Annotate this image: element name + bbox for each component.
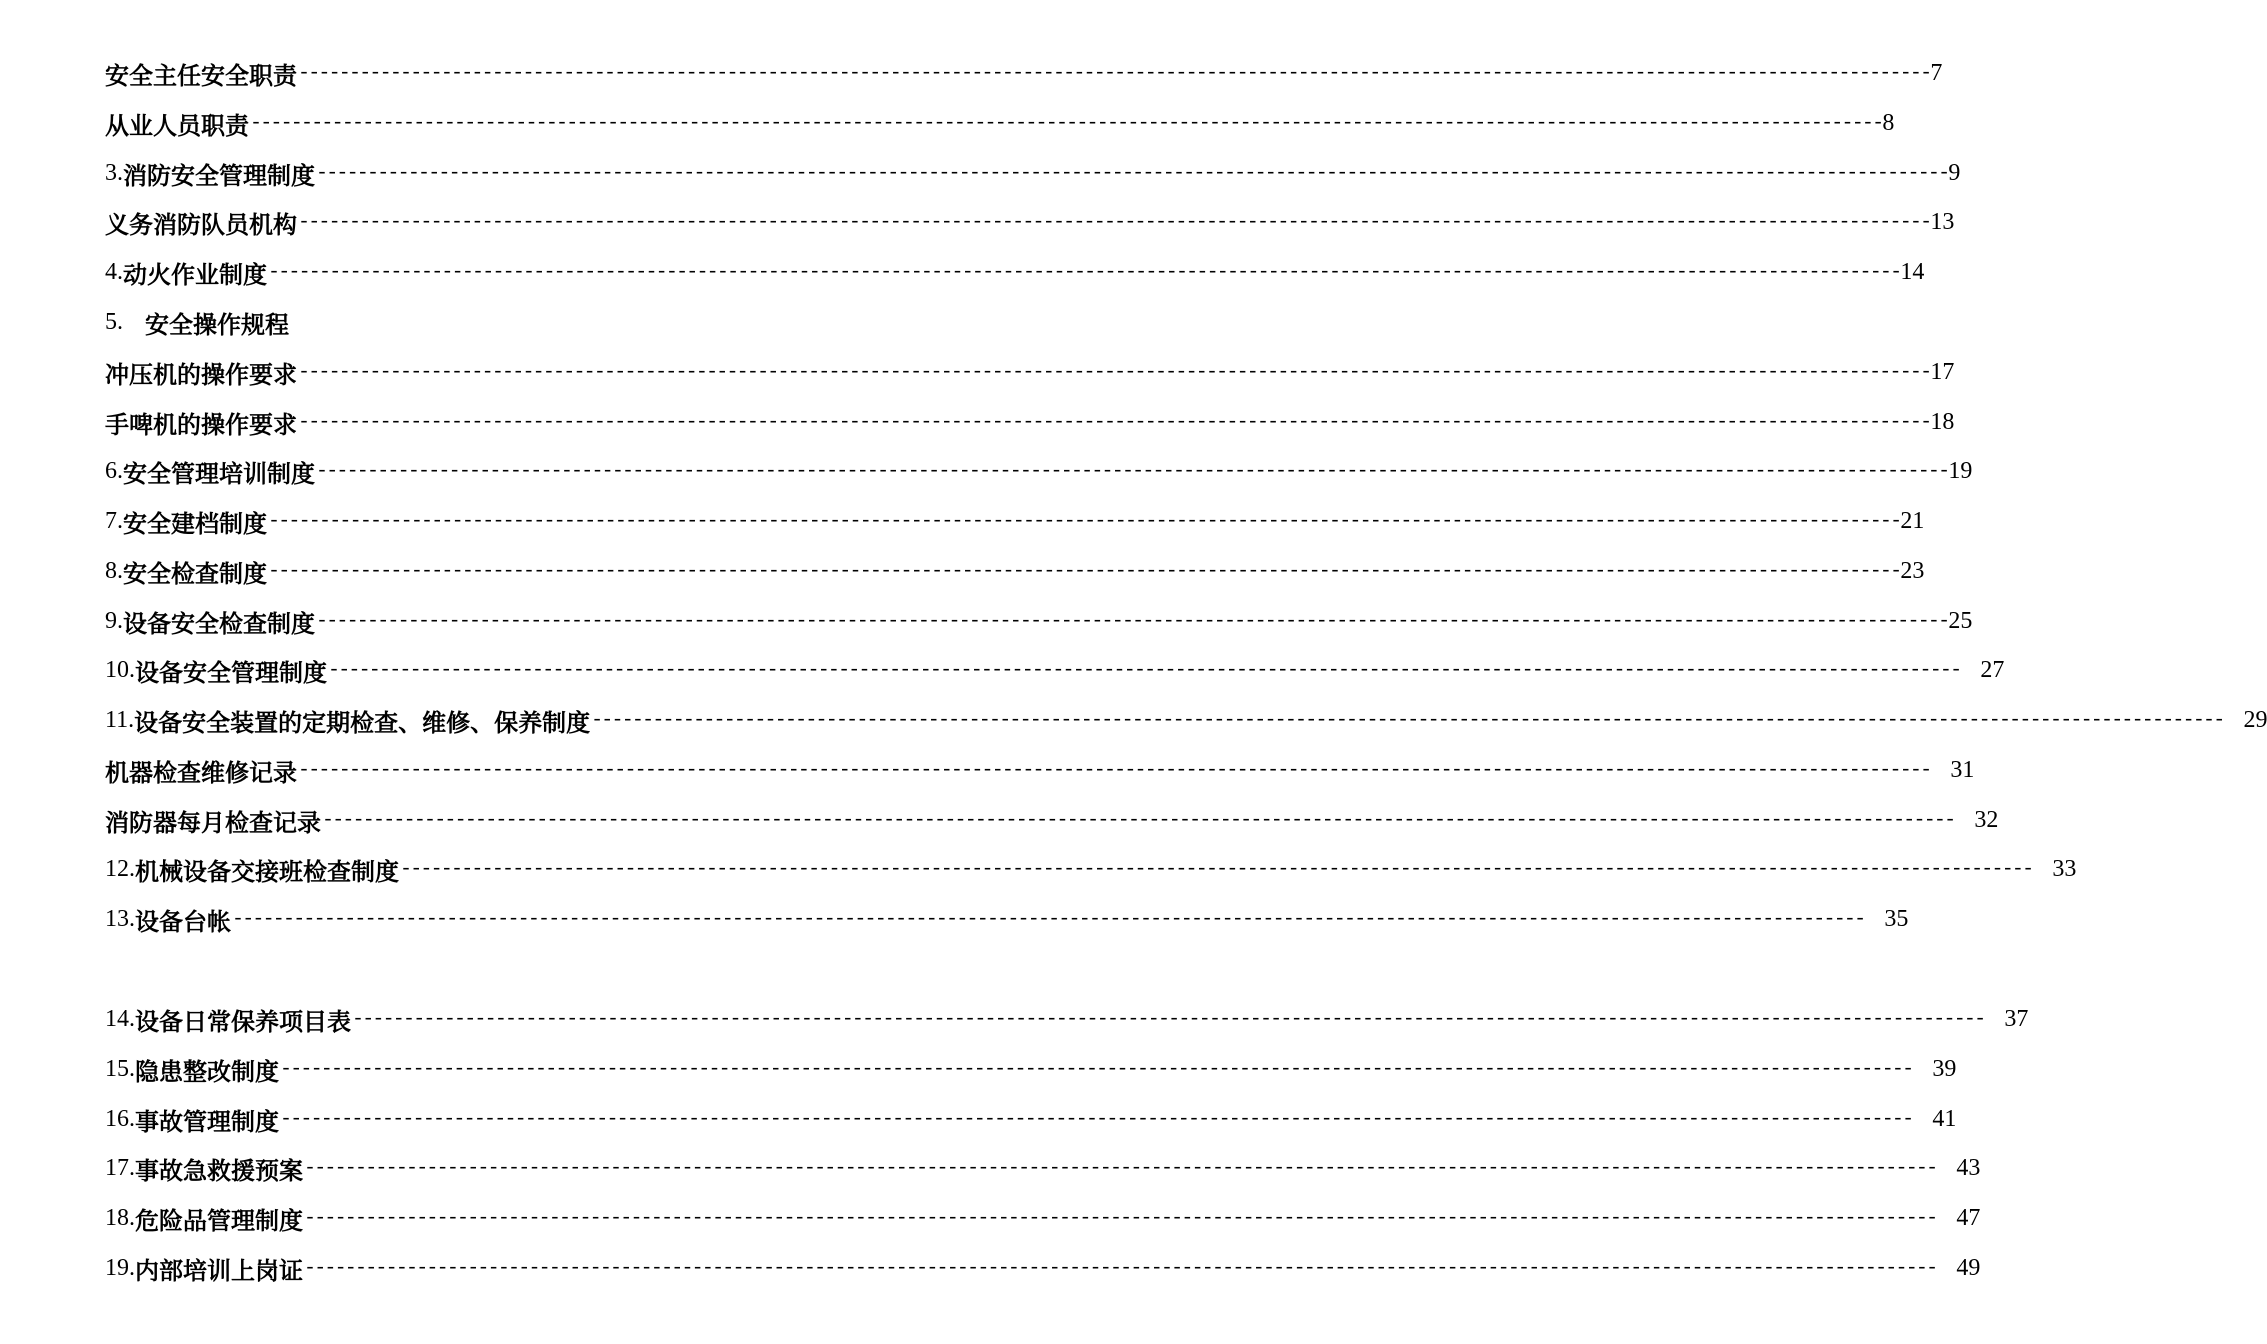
- toc-entry-number: 10.: [105, 656, 135, 683]
- toc-entry-page: 49: [1956, 1254, 1981, 1281]
- toc-entry-title: 事故急救援预案: [135, 1155, 303, 1185]
- toc-entry-page: 14: [1900, 258, 1925, 285]
- toc-entry-page: 35: [1884, 905, 1909, 932]
- toc-leader-dashes: ----------------------------------------------------------------------------------------------------------------------------------------------------------------: [352, 1007, 1985, 1031]
- toc-leader-dashes: ----------------------------------------------------------------------------------------------------------------------------------------------------------------: [316, 459, 1949, 483]
- toc-entry[interactable]: [105, 402, 1955, 442]
- toc-entry-title: 事故管理制度: [135, 1106, 279, 1136]
- toc-entry-page: 37: [2004, 1005, 2029, 1032]
- toc-entry[interactable]: [105, 501, 1925, 541]
- toc-leader-dashes: ----------------------------------------------------------------------------------------------------------------------------------------------------------------: [322, 808, 1955, 832]
- toc-entry-page: 9: [1948, 159, 1961, 186]
- toc-leader-dashes: ----------------------------------------------------------------------------------------------------------------------------------------------------------------: [250, 111, 1883, 135]
- toc-entry-number: 6.: [105, 457, 123, 484]
- toc-entry-number: 11.: [105, 706, 135, 733]
- toc-entry[interactable]: [105, 202, 1955, 242]
- toc-entry[interactable]: [105, 750, 1975, 790]
- toc-entry[interactable]: [105, 103, 1895, 143]
- toc-leader-dashes: ----------------------------------------------------------------------------------------------------------------------------------------------------------------: [298, 758, 1931, 782]
- toc-entry-number: 13.: [105, 905, 135, 932]
- toc-leader-dashes: ----------------------------------------------------------------------------------------------------------------------------------------------------------------: [316, 161, 1949, 185]
- toc-entry-number: 12.: [105, 855, 135, 882]
- toc-entry[interactable]: [105, 1148, 1981, 1188]
- toc-entry-page: 23: [1900, 557, 1925, 584]
- toc-leader-dashes: ----------------------------------------------------------------------------------------------------------------------------------------------------------------: [232, 907, 1865, 931]
- toc-leader-dashes: ----------------------------------------------------------------------------------------------------------------------------------------------------------------: [280, 1107, 1913, 1131]
- toc-entry[interactable]: [105, 53, 1943, 93]
- toc-entry[interactable]: [105, 1049, 1957, 1089]
- toc-entry-number: 14.: [105, 1005, 135, 1032]
- toc-entry-page: 13: [1930, 208, 1955, 235]
- toc-entry[interactable]: [105, 601, 1973, 641]
- toc-entry-page: 8: [1882, 109, 1895, 136]
- toc-entry-title: 安全检查制度: [123, 558, 267, 588]
- toc-leader-dashes: ----------------------------------------------------------------------------------------------------------------------------------------------------------------: [298, 61, 1931, 85]
- toc-entry[interactable]: [105, 899, 1909, 939]
- toc-entry-title: 安全操作规程: [145, 309, 289, 339]
- toc-leader-dashes: ----------------------------------------------------------------------------------------------------------------------------------------------------------------: [316, 609, 1949, 633]
- toc-entry-title: 安全管理培训制度: [123, 458, 315, 488]
- toc-entry-number: 19.: [105, 1254, 135, 1281]
- toc-leader-dashes: ----------------------------------------------------------------------------------------------------------------------------------------------------------------: [268, 559, 1901, 583]
- toc-entry[interactable]: [105, 302, 806, 342]
- toc-entry-title: 消防安全管理制度: [123, 160, 315, 190]
- toc-leader-dashes: ----------------------------------------------------------------------------------------------------------------------------------------------------------------: [400, 857, 2033, 881]
- toc-entry-title: 消防器每月检查记录: [105, 807, 321, 837]
- toc-entry-page: 7: [1930, 59, 1943, 86]
- toc-leader-dashes: ----------------------------------------------------------------------------------------------------------------------------------------------------------------: [304, 1206, 1937, 1230]
- toc-leader-dashes: ----------------------------------------------------------------------------------------------------------------------------------------------------------------: [268, 509, 1901, 533]
- toc-entry-title: 隐患整改制度: [135, 1056, 279, 1086]
- toc-entry-page: 19: [1948, 457, 1973, 484]
- toc-entry-title: 从业人员职责: [105, 110, 249, 140]
- toc-leader-dashes: ----------------------------------------------------------------------------------------------------------------------------------------------------------------: [304, 1256, 1937, 1280]
- toc-entry-title: 义务消防队员机构: [105, 209, 297, 239]
- toc-leader-dashes: ----------------------------------------------------------------------------------------------------------------------------------------------------------------: [328, 658, 1961, 682]
- toc-entry-title: 动火作业制度: [123, 259, 267, 289]
- toc-entry-title: 设备安全装置的定期检查、维修、保养制度: [134, 707, 591, 737]
- toc-entry-number: 4.: [105, 258, 123, 285]
- toc-entry-title: 冲压机的操作要求: [105, 359, 297, 389]
- toc-entry-page: 41: [1932, 1105, 1957, 1132]
- toc-entry-page: 39: [1932, 1055, 1957, 1082]
- toc-entry[interactable]: [105, 849, 2077, 889]
- toc-entry[interactable]: [105, 352, 1955, 392]
- toc-entry[interactable]: [105, 999, 2029, 1039]
- toc-entry-number: 18.: [105, 1204, 135, 1231]
- toc-entry-number: 17.: [105, 1154, 135, 1181]
- toc-leader-dashes: ----------------------------------------------------------------------------------------------------------------------------------------------------------------: [304, 1156, 1937, 1180]
- toc-entry-title: 设备台帐: [135, 906, 231, 936]
- toc-entry-number: 8.: [105, 557, 123, 584]
- toc-entry-number: 15.: [105, 1055, 135, 1082]
- toc-entry-number: 9.: [105, 607, 123, 634]
- toc-entry[interactable]: [105, 700, 2267, 740]
- toc-entry-number: 3.: [105, 159, 123, 186]
- toc-entry-number: 7.: [105, 507, 123, 534]
- toc-entry-number: 16.: [105, 1105, 135, 1132]
- toc-entry-page: 33: [2052, 855, 2077, 882]
- toc-entry[interactable]: [105, 551, 1925, 591]
- toc-entry-title: 危险品管理制度: [135, 1205, 303, 1235]
- toc-entry-page: 47: [1956, 1204, 1981, 1231]
- toc-entry-number: 5.: [105, 308, 123, 335]
- toc-leader-dashes: ----------------------------------------------------------------------------------------------------------------------------------------------------------------: [280, 1057, 1913, 1081]
- toc-leader-dashes: ----------------------------------------------------------------------------------------------------------------------------------------------------------------: [298, 410, 1931, 434]
- toc-entry-title: 安全主任安全职责: [105, 60, 297, 90]
- toc-entry-page: 29: [2243, 706, 2267, 733]
- toc-entry[interactable]: [105, 451, 1973, 491]
- toc-entry-page: 21: [1900, 507, 1925, 534]
- toc-entry[interactable]: [105, 650, 2005, 690]
- toc-entry-title: 设备日常保养项目表: [135, 1006, 351, 1036]
- toc-entry-page: 27: [1980, 656, 2005, 683]
- toc-entry-page: 18: [1930, 408, 1955, 435]
- toc-entry-title: 机械设备交接班检查制度: [135, 856, 399, 886]
- toc-entry[interactable]: [105, 252, 1925, 292]
- toc-entry-page: 31: [1950, 756, 1975, 783]
- toc-entry[interactable]: [105, 1198, 1981, 1238]
- toc-entry-page: 25: [1948, 607, 1973, 634]
- toc-leader-dashes: ----------------------------------------------------------------------------------------------------------------------------------------------------------------: [268, 260, 1901, 284]
- toc-entry[interactable]: [105, 800, 1999, 840]
- toc-leader-dashes: ----------------------------------------------------------------------------------------------------------------------------------------------------------------: [298, 210, 1931, 234]
- toc-entry[interactable]: [105, 1248, 1981, 1288]
- toc-entry-title: 内部培训上岗证: [135, 1255, 303, 1285]
- toc-leader-dashes: ----------------------------------------------------------------------------------------------------------------------------------------------------------------: [298, 360, 1931, 384]
- toc-entry-title: 机器检查维修记录: [105, 757, 297, 787]
- toc-leader-dashes: ----------------------------------------------------------------------------------------------------------------------------------------------------------------: [591, 708, 2224, 732]
- toc-entry-page: 17: [1930, 358, 1955, 385]
- toc-entry-title: 设备安全检查制度: [123, 608, 315, 638]
- toc-entry-title: 设备安全管理制度: [135, 657, 327, 687]
- toc-entry-page: 32: [1974, 806, 1999, 833]
- toc-entry[interactable]: [105, 153, 1961, 193]
- toc-entry-page: 43: [1956, 1154, 1981, 1181]
- toc-entry-title: 安全建档制度: [123, 508, 267, 538]
- toc-entry-title: 手啤机的操作要求: [105, 409, 297, 439]
- toc-entry[interactable]: [105, 1099, 1957, 1139]
